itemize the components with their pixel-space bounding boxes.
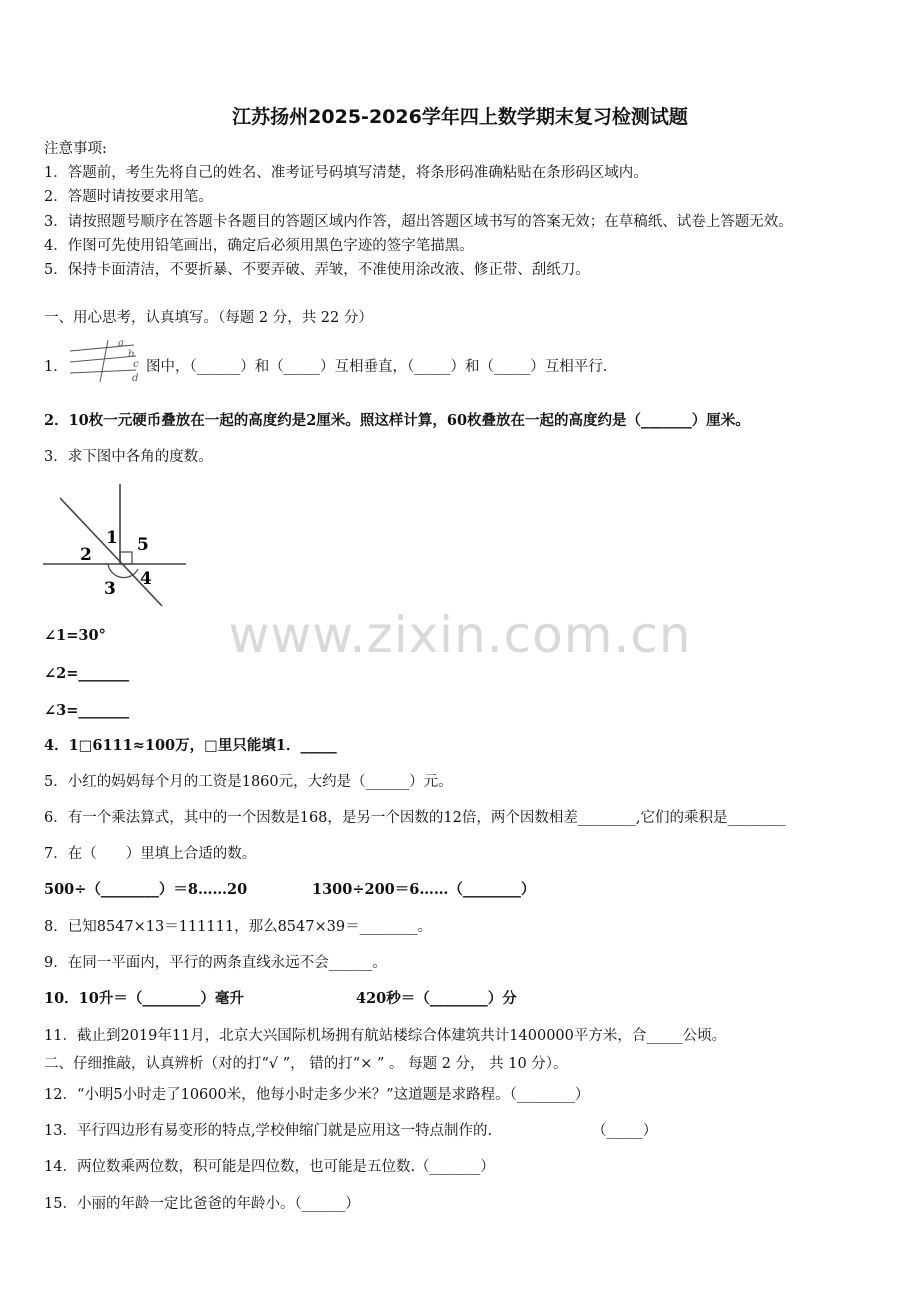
question-2: 2．10枚一元硬币叠放在一起的高度约是2厘米。照这样计算，60枚叠放在一起的高度约是（_______）厘米。 xyxy=(44,412,750,429)
question-7-left: 500÷（________）＝8……20 xyxy=(44,881,248,898)
question-3-text: 3．求下图中各角的度数。 xyxy=(44,449,213,465)
angles-figure xyxy=(40,480,190,610)
angle-label-5: 5 xyxy=(137,535,149,555)
angle-label-3: 3 xyxy=(104,579,116,599)
question-1-text: 图中，（______）和（_____）互相垂直，（_____）和（_____）互相平行. xyxy=(146,359,608,375)
section-2-heading: 二、仔细推敲，认真辨析（对的打“√ ”， 错的打“× ” 。 每题 2 分， 共 10 分）。 xyxy=(44,1056,568,1072)
angle-label-2: 2 xyxy=(80,545,92,565)
line-label-b: b xyxy=(128,349,135,360)
angle-label-1: 1 xyxy=(106,528,118,548)
line-label-d: d xyxy=(132,373,139,384)
question-11: 11．截止到2019年11月，北京大兴国际机场拥有航站楼综合体建筑共计1400000平方米，合_____公顷。 xyxy=(44,1028,727,1044)
angle-3-blank: ∠3=_______ xyxy=(44,702,130,719)
angle-1-value: ∠1=30° xyxy=(44,627,106,644)
question-8: 8．已知8547×13＝111111，那么8547×39＝________。 xyxy=(44,919,433,935)
question-10-left: 10．10升＝（________）毫升 xyxy=(44,990,244,1007)
notice-item-3: 3．请按照题号顺序在答题卡各题目的答题区域内作答，超出答题区域书写的答案无效；在草稿纸、试卷上答题无效。 xyxy=(44,214,793,230)
question-13-text: 13．平行四边形有易变形的特点,学校伸缩门就是应用这一特点制作的. xyxy=(44,1123,493,1139)
notice-item-1: 1．答题前，考生先将自己的姓名、准考证号码填写清楚，将条形码准确粘贴在条形码区域内。 xyxy=(44,165,648,181)
lines-figure xyxy=(66,336,146,384)
watermark: www.zixin.com.cn xyxy=(228,606,692,664)
question-12: 12．“小明5小时走了10600米，他每小时走多少米？”这道题是求路程。（________） xyxy=(44,1087,590,1103)
page-title: 江苏扬州2025-2026学年四上数学期末复习检测试题 xyxy=(232,106,688,128)
question-13-blank: （_____） xyxy=(592,1123,658,1139)
question-5: 5．小红的妈妈每个月的工资是1860元，大约是（______）元。 xyxy=(44,774,453,790)
line-label-a: a xyxy=(118,338,124,349)
notice-item-5: 5．保持卡面清洁，不要折暴、不要弄破、弄皱，不准使用涂改液、修正带、刮纸刀。 xyxy=(44,262,590,278)
notice-heading: 注意事项: xyxy=(44,141,107,157)
line-label-c: c xyxy=(133,359,139,370)
question-9: 9．在同一平面内，平行的两条直线永远不会______。 xyxy=(44,955,387,971)
question-1-number: 1． xyxy=(44,359,68,375)
question-7-text: 7．在（ ）里填上合适的数。 xyxy=(44,846,257,862)
question-4: 4．1□6111≈100万，□里只能填1．_____ xyxy=(44,737,337,754)
question-14: 14．两位数乘两位数，积可能是四位数，也可能是五位数.（_______） xyxy=(44,1159,495,1175)
question-15: 15．小丽的年龄一定比爸爸的年龄小。（______） xyxy=(44,1196,360,1212)
notice-item-2: 2．答题时请按要求用笔。 xyxy=(44,189,213,205)
question-6: 6．有一个乘法算式，其中的一个因数是168，是另一个因数的12倍，两个因数相差________,它们的乘积是________ xyxy=(44,810,786,826)
question-10-right: 420秒＝（________）分 xyxy=(356,990,517,1007)
question-7-right: 1300÷200＝6……（________） xyxy=(312,881,536,898)
angle-label-4: 4 xyxy=(140,569,152,589)
notice-item-4: 4．作图可先使用铅笔画出，确定后必须用黑色字迹的签字笔描黑。 xyxy=(44,238,474,254)
angle-2-blank: ∠2=_______ xyxy=(44,665,130,682)
section-1-heading: 一、用心思考，认真填写。（每题 2 分，共 22 分） xyxy=(44,310,373,326)
